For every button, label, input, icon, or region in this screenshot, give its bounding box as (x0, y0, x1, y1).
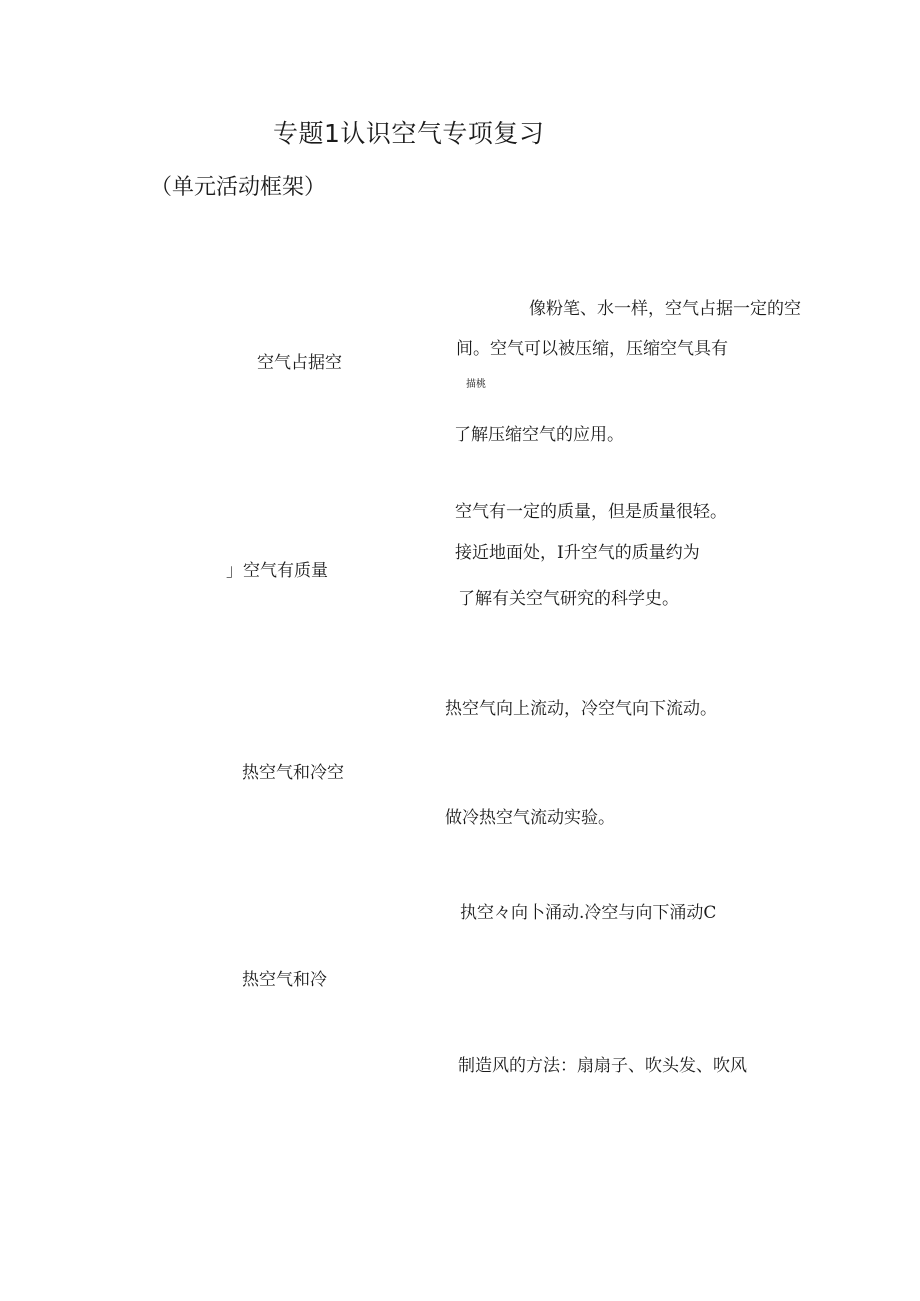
section-line: 制造风的方法：扇扇子、吹头发、吹风 (458, 1056, 747, 1076)
section-line: 间。空气可以被压缩，压缩空气具有 (456, 339, 728, 359)
section-heading-air-has-mass: 」空气有质量 (226, 561, 328, 581)
document-title: 专题1认识空气专项复习 (273, 119, 545, 148)
section-line: 了解有关空气研究的科学史。 (458, 589, 679, 609)
section-line: 像粉笔、水一样，空气占据一定的空 (529, 299, 801, 319)
section-line: 了解压缩空气的应用。 (454, 425, 624, 445)
document-subtitle: （单元活动框架） (150, 175, 327, 200)
section-heading-hot-cold-air: 热空气和冷空 (242, 763, 344, 783)
section-line: 热空气向上流动，冷空气向下流动。 (445, 699, 717, 719)
section-heading-air-occupies-space: 空气占据空 (257, 353, 342, 373)
section-heading-hot-cold-air-2: 热空气和冷 (242, 970, 327, 990)
section-line-small: 描桃 (466, 379, 486, 390)
section-line: 执空々向卜涌动.冷空与向下涌动C (460, 903, 717, 923)
section-line: 做冷热空气流动实验。 (445, 808, 615, 828)
section-line: 接近地面处，I升空气的质量约为 (455, 543, 700, 563)
section-line: 空气有一定的质量，但是质量很轻。 (455, 502, 727, 522)
